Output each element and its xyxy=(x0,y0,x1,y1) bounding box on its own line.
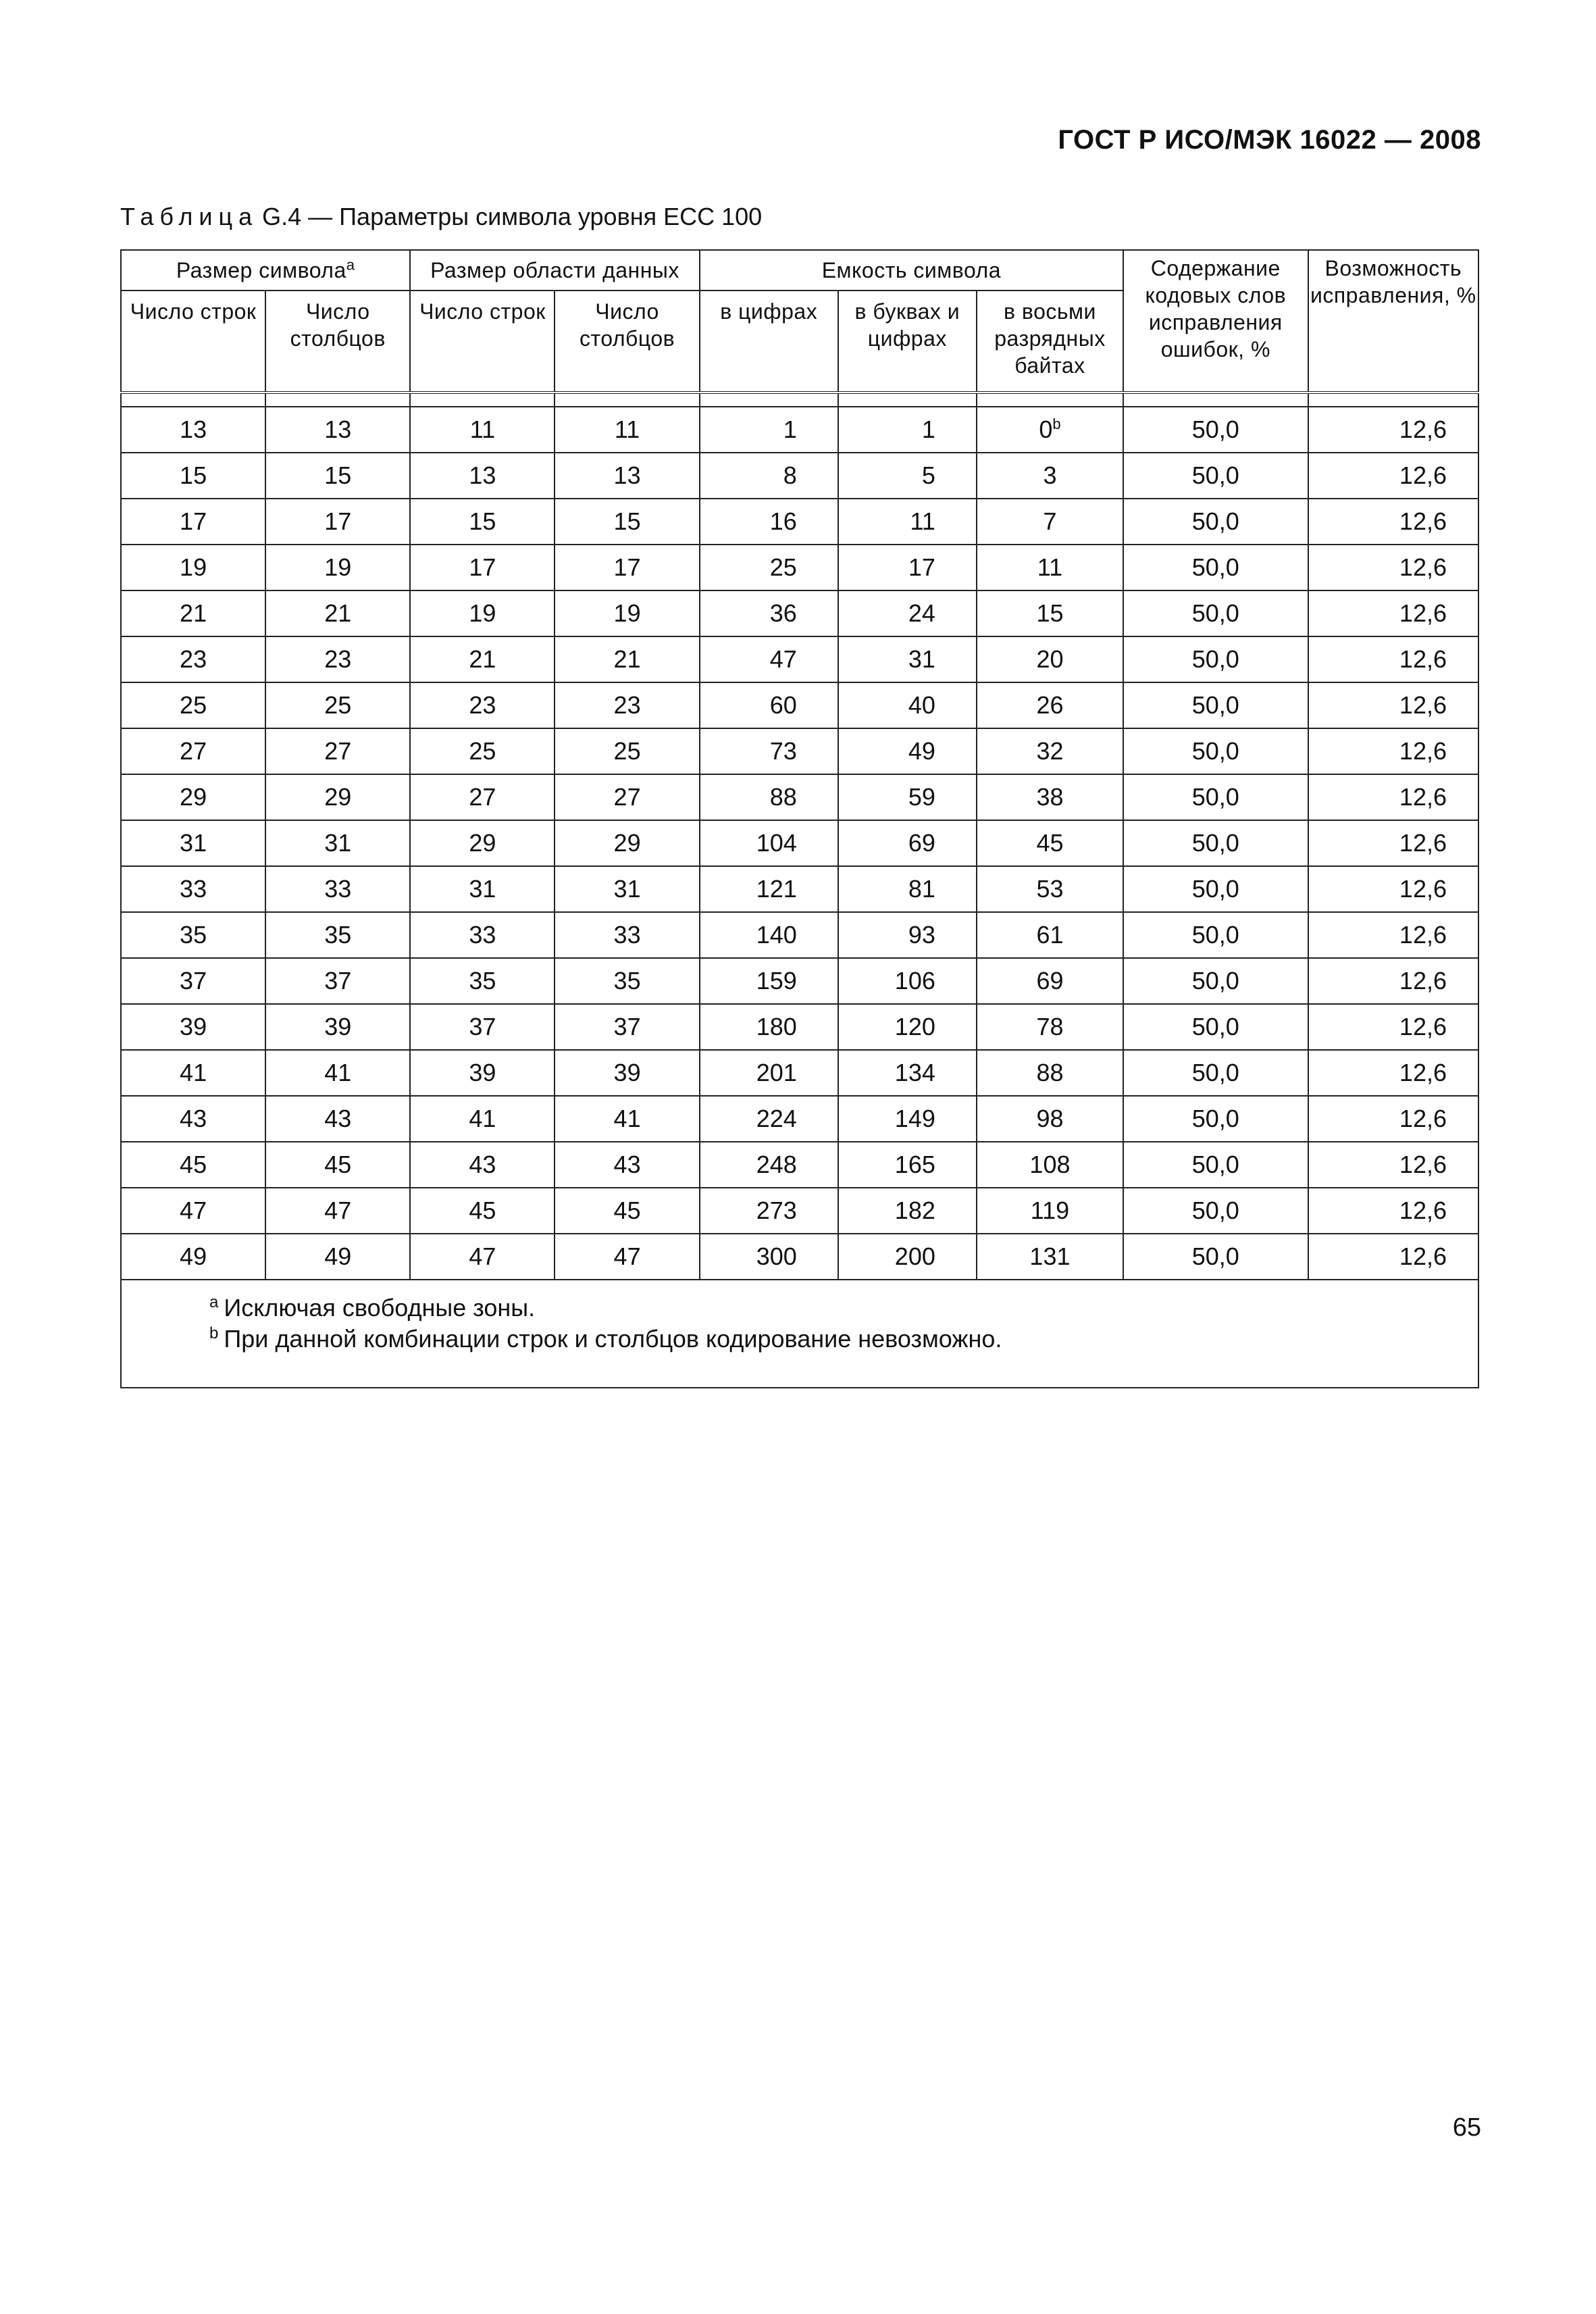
cell-symbol-rows: 49 xyxy=(121,1234,265,1280)
table-caption-label: Таблица xyxy=(120,203,259,230)
cell-region-columns: 39 xyxy=(555,1050,699,1096)
cell-correction-capability: 12,6 xyxy=(1308,866,1478,912)
cell-symbol-columns: 47 xyxy=(265,1188,410,1234)
header-region-rows: Число строк xyxy=(410,291,555,393)
cell-capacity-bytes: 108 xyxy=(977,1142,1123,1188)
cell-symbol-columns: 33 xyxy=(265,866,410,912)
cell-capacity-bytes: 3 xyxy=(977,453,1123,499)
page-number: 65 xyxy=(1452,2113,1481,2142)
table-caption-text: G.4 — Параметры символа уровня ЕСС 100 xyxy=(262,203,763,230)
cell-correction-capability: 12,6 xyxy=(1308,636,1478,682)
table-body xyxy=(121,407,1478,1280)
cell-ecc-content: 50,0 xyxy=(1123,1050,1308,1096)
cell-symbol-rows: 13 xyxy=(121,407,265,453)
cell-region-rows: 31 xyxy=(410,866,555,912)
table-row xyxy=(121,728,1478,774)
cell-symbol-rows: 31 xyxy=(121,820,265,866)
table-row xyxy=(121,453,1478,499)
cell-region-columns: 37 xyxy=(555,1004,699,1050)
cell-correction-capability: 12,6 xyxy=(1308,1004,1478,1050)
cell-symbol-rows: 43 xyxy=(121,1096,265,1142)
cell-capacity-bytes: 7 xyxy=(977,499,1123,545)
cell-symbol-rows: 47 xyxy=(121,1188,265,1234)
cell-region-columns: 47 xyxy=(555,1234,699,1280)
cell-correction-capability: 12,6 xyxy=(1308,1188,1478,1234)
cell-capacity-numeric: 201 xyxy=(700,1050,838,1096)
cell-capacity-alphanumeric: 5 xyxy=(838,453,977,499)
cell-capacity-bytes: 38 xyxy=(977,774,1123,820)
cell-capacity-numeric: 159 xyxy=(700,958,838,1004)
cell-capacity-alphanumeric: 69 xyxy=(838,820,977,866)
cell-correction-capability: 12,6 xyxy=(1308,499,1478,545)
cell-symbol-rows: 33 xyxy=(121,866,265,912)
cell-region-rows: 15 xyxy=(410,499,555,545)
ecc100-parameters-table xyxy=(120,249,1479,1388)
cell-region-columns: 43 xyxy=(555,1142,699,1188)
cell-capacity-bytes: 20 xyxy=(977,636,1123,682)
cell-capacity-numeric: 104 xyxy=(700,820,838,866)
cell-capacity-bytes: 131 xyxy=(977,1234,1123,1280)
table-row xyxy=(121,1050,1478,1096)
cell-region-rows: 19 xyxy=(410,590,555,636)
cell-capacity-alphanumeric: 31 xyxy=(838,636,977,682)
cell-symbol-columns: 13 xyxy=(265,407,410,453)
cell-region-rows: 17 xyxy=(410,545,555,590)
cell-symbol-columns: 45 xyxy=(265,1142,410,1188)
cell-capacity-numeric: 25 xyxy=(700,545,838,590)
cell-correction-capability: 12,6 xyxy=(1308,1096,1478,1142)
table-row xyxy=(121,1188,1478,1234)
cell-region-columns: 11 xyxy=(555,407,699,453)
cell-capacity-numeric: 60 xyxy=(700,682,838,728)
cell-symbol-rows: 39 xyxy=(121,1004,265,1050)
cell-ecc-content: 50,0 xyxy=(1123,820,1308,866)
cell-region-rows: 35 xyxy=(410,958,555,1004)
cell-region-columns: 27 xyxy=(555,774,699,820)
header-capacity-numeric: в цифрах xyxy=(700,291,838,393)
cell-capacity-bytes: 11 xyxy=(977,545,1123,590)
cell-symbol-columns: 49 xyxy=(265,1234,410,1280)
header-symbol-rows: Число строк xyxy=(121,291,265,393)
cell-region-columns: 45 xyxy=(555,1188,699,1234)
header-capacity-alphanumeric: в буквах и цифрах xyxy=(838,291,977,393)
cell-symbol-columns: 43 xyxy=(265,1096,410,1142)
header-correction-capability: Возможность исправления, % xyxy=(1308,250,1478,393)
cell-capacity-bytes: 61 xyxy=(977,912,1123,958)
cell-symbol-columns: 21 xyxy=(265,590,410,636)
cell-ecc-content: 50,0 xyxy=(1123,590,1308,636)
cell-correction-capability: 12,6 xyxy=(1308,774,1478,820)
cell-symbol-rows: 23 xyxy=(121,636,265,682)
cell-correction-capability: 12,6 xyxy=(1308,453,1478,499)
cell-capacity-bytes: 45 xyxy=(977,820,1123,866)
table-row xyxy=(121,545,1478,590)
cell-capacity-numeric: 73 xyxy=(700,728,838,774)
cell-ecc-content: 50,0 xyxy=(1123,407,1308,453)
cell-symbol-columns: 25 xyxy=(265,682,410,728)
cell-ecc-content: 50,0 xyxy=(1123,912,1308,958)
cell-capacity-alphanumeric: 106 xyxy=(838,958,977,1004)
cell-region-rows: 21 xyxy=(410,636,555,682)
cell-symbol-rows: 37 xyxy=(121,958,265,1004)
cell-capacity-alphanumeric: 1 xyxy=(838,407,977,453)
cell-correction-capability: 12,6 xyxy=(1308,958,1478,1004)
table-row xyxy=(121,774,1478,820)
header-symbol-capacity: Емкость символа xyxy=(700,250,1123,291)
cell-ecc-content: 50,0 xyxy=(1123,728,1308,774)
table-row xyxy=(121,499,1478,545)
cell-capacity-bytes: 0$^b$ xyxy=(977,407,1123,453)
cell-ecc-content: 50,0 xyxy=(1123,866,1308,912)
cell-symbol-columns: 39 xyxy=(265,1004,410,1050)
cell-region-rows: 37 xyxy=(410,1004,555,1050)
cell-symbol-rows: 19 xyxy=(121,545,265,590)
table-row xyxy=(121,1234,1478,1280)
cell-symbol-columns: 15 xyxy=(265,453,410,499)
cell-capacity-bytes: 119 xyxy=(977,1188,1123,1234)
cell-ecc-content: 50,0 xyxy=(1123,1096,1308,1142)
cell-capacity-alphanumeric: 182 xyxy=(838,1188,977,1234)
cell-capacity-alphanumeric: 24 xyxy=(838,590,977,636)
cell-region-columns: 23 xyxy=(555,682,699,728)
footnote-mark-a: a xyxy=(346,256,355,274)
cell-symbol-rows: 41 xyxy=(121,1050,265,1096)
cell-region-columns: 35 xyxy=(555,958,699,1004)
cell-correction-capability: 12,6 xyxy=(1308,1050,1478,1096)
cell-ecc-content: 50,0 xyxy=(1123,682,1308,728)
table-caption xyxy=(120,203,762,231)
cell-capacity-bytes: 53 xyxy=(977,866,1123,912)
cell-capacity-alphanumeric: 200 xyxy=(838,1234,977,1280)
cell-capacity-alphanumeric: 49 xyxy=(838,728,977,774)
table-row xyxy=(121,1004,1478,1050)
cell-capacity-numeric: 1 xyxy=(700,407,838,453)
cell-ecc-content: 50,0 xyxy=(1123,636,1308,682)
cell-capacity-numeric: 36 xyxy=(700,590,838,636)
table-row xyxy=(121,407,1478,453)
cell-symbol-columns: 31 xyxy=(265,820,410,866)
cell-correction-capability: 12,6 xyxy=(1308,820,1478,866)
cell-region-rows: 41 xyxy=(410,1096,555,1142)
cell-capacity-alphanumeric: 165 xyxy=(838,1142,977,1188)
cell-capacity-bytes: 78 xyxy=(977,1004,1123,1050)
table-row xyxy=(121,590,1478,636)
cell-region-columns: 41 xyxy=(555,1096,699,1142)
table-row xyxy=(121,636,1478,682)
table-row xyxy=(121,866,1478,912)
table-row xyxy=(121,958,1478,1004)
table-row xyxy=(121,1096,1478,1142)
table-row xyxy=(121,912,1478,958)
cell-symbol-columns: 29 xyxy=(265,774,410,820)
cell-capacity-numeric: 300 xyxy=(700,1234,838,1280)
cell-ecc-content: 50,0 xyxy=(1123,545,1308,590)
cell-region-rows: 39 xyxy=(410,1050,555,1096)
cell-region-columns: 31 xyxy=(555,866,699,912)
cell-correction-capability: 12,6 xyxy=(1308,682,1478,728)
header-data-region-size: Размер области данных xyxy=(410,250,699,291)
cell-capacity-bytes: 69 xyxy=(977,958,1123,1004)
cell-ecc-content: 50,0 xyxy=(1123,1142,1308,1188)
cell-region-columns: 19 xyxy=(555,590,699,636)
cell-capacity-alphanumeric: 17 xyxy=(838,545,977,590)
cell-correction-capability: 12,6 xyxy=(1308,1142,1478,1188)
cell-ecc-content: 50,0 xyxy=(1123,453,1308,499)
cell-capacity-numeric: 140 xyxy=(700,912,838,958)
cell-capacity-alphanumeric: 149 xyxy=(838,1096,977,1142)
cell-region-rows: 27 xyxy=(410,774,555,820)
cell-ecc-content: 50,0 xyxy=(1123,499,1308,545)
cell-capacity-numeric: 273 xyxy=(700,1188,838,1234)
header-region-columns: Число столбцов xyxy=(555,291,699,393)
cell-capacity-numeric: 88 xyxy=(700,774,838,820)
cell-correction-capability: 12,6 xyxy=(1308,545,1478,590)
footnote-mark-b: b xyxy=(1052,416,1061,432)
cell-region-columns: 29 xyxy=(555,820,699,866)
cell-symbol-columns: 35 xyxy=(265,912,410,958)
cell-symbol-rows: 35 xyxy=(121,912,265,958)
cell-capacity-numeric: 224 xyxy=(700,1096,838,1142)
cell-ecc-content: 50,0 xyxy=(1123,1234,1308,1280)
cell-capacity-bytes: 15 xyxy=(977,590,1123,636)
cell-capacity-alphanumeric: 59 xyxy=(838,774,977,820)
header-capacity-bytes: в восьми разрядных байтах xyxy=(977,291,1123,393)
cell-region-columns: 21 xyxy=(555,636,699,682)
cell-ecc-content: 50,0 xyxy=(1123,1004,1308,1050)
cell-capacity-alphanumeric: 134 xyxy=(838,1050,977,1096)
cell-region-rows: 23 xyxy=(410,682,555,728)
cell-symbol-rows: 21 xyxy=(121,590,265,636)
cell-symbol-rows: 15 xyxy=(121,453,265,499)
cell-symbol-rows: 45 xyxy=(121,1142,265,1188)
cell-region-columns: 25 xyxy=(555,728,699,774)
header-symbol-columns: Число столбцов xyxy=(265,291,410,393)
header-separator xyxy=(121,393,1478,407)
cell-region-columns: 33 xyxy=(555,912,699,958)
cell-correction-capability: 12,6 xyxy=(1308,407,1478,453)
cell-region-rows: 45 xyxy=(410,1188,555,1234)
cell-ecc-content: 50,0 xyxy=(1123,958,1308,1004)
cell-symbol-columns: 27 xyxy=(265,728,410,774)
cell-region-rows: 43 xyxy=(410,1142,555,1188)
footnote-b: $^b$ При данной комбинации строк и столбцов кодирование невозможно. xyxy=(209,1324,1002,1353)
cell-symbol-rows: 29 xyxy=(121,774,265,820)
cell-capacity-alphanumeric: 93 xyxy=(838,912,977,958)
cell-capacity-alphanumeric: 11 xyxy=(838,499,977,545)
cell-symbol-columns: 19 xyxy=(265,545,410,590)
table-row xyxy=(121,820,1478,866)
table-row xyxy=(121,682,1478,728)
cell-symbol-columns: 23 xyxy=(265,636,410,682)
cell-region-rows: 29 xyxy=(410,820,555,866)
standard-header: ГОСТ Р ИСО/МЭК 16022 — 2008 xyxy=(1058,125,1481,155)
cell-correction-capability: 12,6 xyxy=(1308,912,1478,958)
cell-symbol-rows: 25 xyxy=(121,682,265,728)
cell-correction-capability: 12,6 xyxy=(1308,1234,1478,1280)
cell-capacity-numeric: 16 xyxy=(700,499,838,545)
cell-capacity-numeric: 180 xyxy=(700,1004,838,1050)
cell-ecc-content: 50,0 xyxy=(1123,1188,1308,1234)
cell-capacity-numeric: 248 xyxy=(700,1142,838,1188)
cell-capacity-alphanumeric: 40 xyxy=(838,682,977,728)
header-ecc-content: Содержание кодовых слов исправления ошибок, % xyxy=(1123,250,1308,393)
cell-region-columns: 17 xyxy=(555,545,699,590)
table-footnotes xyxy=(121,1280,1478,1388)
cell-symbol-rows: 17 xyxy=(121,499,265,545)
cell-symbol-columns: 41 xyxy=(265,1050,410,1096)
cell-capacity-bytes: 88 xyxy=(977,1050,1123,1096)
cell-correction-capability: 12,6 xyxy=(1308,590,1478,636)
cell-capacity-bytes: 26 xyxy=(977,682,1123,728)
cell-symbol-rows: 27 xyxy=(121,728,265,774)
cell-correction-capability: 12,6 xyxy=(1308,728,1478,774)
cell-capacity-bytes: 98 xyxy=(977,1096,1123,1142)
cell-region-columns: 13 xyxy=(555,453,699,499)
table-row xyxy=(121,1142,1478,1188)
footnote-a: $^a$ Исключая свободные зоны. xyxy=(209,1293,536,1322)
cell-region-rows: 11 xyxy=(410,407,555,453)
cell-region-rows: 13 xyxy=(410,453,555,499)
cell-region-rows: 47 xyxy=(410,1234,555,1280)
cell-ecc-content: 50,0 xyxy=(1123,774,1308,820)
cell-capacity-numeric: 8 xyxy=(700,453,838,499)
cell-region-rows: 33 xyxy=(410,912,555,958)
cell-symbol-columns: 37 xyxy=(265,958,410,1004)
cell-capacity-numeric: 121 xyxy=(700,866,838,912)
cell-capacity-alphanumeric: 120 xyxy=(838,1004,977,1050)
cell-region-columns: 15 xyxy=(555,499,699,545)
cell-capacity-alphanumeric: 81 xyxy=(838,866,977,912)
header-symbol-size: Размер символа$^a$ xyxy=(121,250,410,291)
cell-region-rows: 25 xyxy=(410,728,555,774)
cell-capacity-numeric: 47 xyxy=(700,636,838,682)
cell-capacity-bytes: 32 xyxy=(977,728,1123,774)
cell-symbol-columns: 17 xyxy=(265,499,410,545)
